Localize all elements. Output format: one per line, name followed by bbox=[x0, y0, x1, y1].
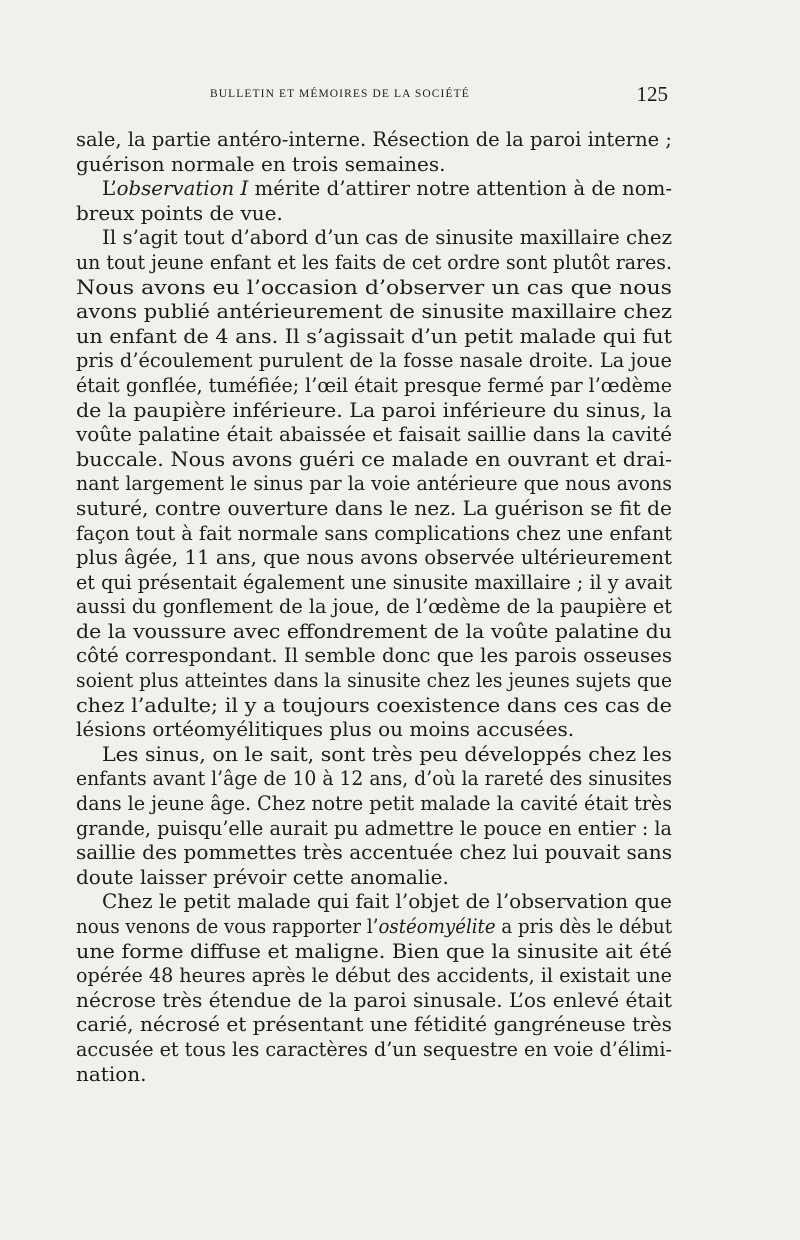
text-line bbox=[76, 693, 672, 718]
text-line bbox=[76, 619, 672, 644]
line-text: plus âgée, 11 ans, que nous avons observée ultérieurement bbox=[76, 545, 672, 570]
text-line bbox=[76, 447, 672, 472]
line-text: Il s’agit tout d’abord d’un cas de sinusite maxillaire chez bbox=[102, 225, 672, 250]
line-text: de la paupière inférieure. La paroi inférieure du sinus, la bbox=[76, 397, 672, 422]
text-line bbox=[76, 373, 672, 398]
line-text: un enfant de 4 ans. Il s’agissait d’un petit malade qui fut bbox=[76, 323, 672, 348]
text-line bbox=[76, 865, 672, 890]
text-line bbox=[76, 717, 672, 742]
text-line bbox=[76, 1037, 672, 1062]
text-line bbox=[76, 1062, 672, 1087]
text-line bbox=[76, 471, 672, 496]
text-line bbox=[76, 643, 672, 668]
text-line bbox=[76, 816, 672, 841]
line-text: une forme diffuse et maligne. Bien que la sinusite ait été bbox=[76, 938, 672, 963]
line-text: doute laisser prévoir cette anomalie. bbox=[76, 864, 449, 889]
line-text-italic: ostéomyélite bbox=[378, 914, 496, 938]
line-text: saillie des pommettes très accentuée chez lui pouvait sans bbox=[76, 840, 672, 865]
text-line bbox=[76, 496, 672, 521]
line-text-italic: observation I bbox=[116, 176, 249, 201]
line-text-pre: nous venons de vous rapporter l’ bbox=[76, 914, 379, 938]
line-text: était gonflée, tuméfiée; l’œil était presque fermé par l’œdème bbox=[76, 372, 672, 397]
line-text bbox=[102, 176, 672, 201]
line-text: un tout jeune enfant et les faits de cet ordre sont plutôt rares. bbox=[76, 249, 672, 274]
line-text-post: a pris dès le début bbox=[495, 914, 672, 938]
text-line bbox=[76, 299, 672, 324]
line-text: avons publié antérieurement de sinusite maxillaire chez bbox=[76, 299, 673, 324]
line-text: nation. bbox=[76, 1061, 147, 1086]
text-line bbox=[76, 742, 672, 767]
text-line bbox=[76, 275, 672, 300]
line-text: nécrose très étendue de la paroi sinusale. L’os enlevé était bbox=[76, 987, 672, 1012]
line-text: de la voussure avec effondrement de la voûte palatine du bbox=[76, 618, 672, 643]
text-line bbox=[76, 152, 672, 177]
text-line bbox=[76, 1012, 672, 1037]
line-text: breux points de vue. bbox=[76, 200, 283, 225]
line-text: Les sinus, on le sait, sont très peu développés chez les bbox=[102, 741, 672, 766]
line-text: façon tout à fait normale sans complications chez une enfant bbox=[76, 520, 672, 545]
text-line bbox=[76, 176, 672, 201]
text-line bbox=[76, 250, 672, 275]
text-line bbox=[76, 201, 672, 226]
line-text: soient plus atteintes dans la sinusite chez les jeunes sujets que bbox=[76, 668, 672, 693]
line-text: et qui présentait également une sinusite maxillaire ; il y avait bbox=[76, 569, 672, 594]
text-line bbox=[76, 668, 672, 693]
line-text: sale, la partie antéro-interne. Résection de la paroi interne ; bbox=[76, 127, 672, 151]
line-text: Chez le petit malade qui fait l’objet de l’observation que bbox=[102, 889, 672, 914]
line-text bbox=[76, 914, 672, 939]
line-text: carié, nécrosé et présentant une fétidité gangréneuse très bbox=[76, 1012, 672, 1037]
text-line bbox=[76, 766, 672, 791]
page-header bbox=[90, 80, 668, 108]
text-line bbox=[76, 348, 672, 373]
text-line bbox=[76, 914, 672, 939]
text-line bbox=[76, 889, 672, 914]
line-text: dans le jeune âge. Chez notre petit malade la cavité était très bbox=[76, 791, 672, 816]
text-line bbox=[76, 570, 672, 595]
line-text: opérée 48 heures après le début des accidents, il existait une bbox=[76, 963, 672, 988]
text-line bbox=[76, 127, 672, 152]
line-text: côté correspondant. Il semble donc que les parois osseuses bbox=[76, 643, 672, 668]
line-text: chez l’adulte; il y a toujours coexistence dans ces cas de bbox=[76, 692, 672, 717]
line-text: accusée et tous les caractères d’un sequestre en voie d’élimi- bbox=[76, 1036, 672, 1061]
text-line bbox=[76, 939, 672, 964]
line-text: enfants avant l’âge de 10 à 12 ans, d’où la rareté des sinusites bbox=[76, 766, 672, 791]
line-text: pris d’écoulement purulent de la fosse nasale droite. La joue bbox=[76, 348, 672, 373]
page-number: 125 bbox=[636, 82, 668, 106]
text-line bbox=[76, 594, 672, 619]
text-line bbox=[76, 324, 672, 349]
text-line bbox=[76, 988, 672, 1013]
line-text: lésions ortéomyélitiques plus ou moins accusées. bbox=[76, 717, 575, 742]
text-line bbox=[76, 422, 672, 447]
text-line bbox=[76, 225, 672, 250]
text-line bbox=[76, 840, 672, 865]
text-line bbox=[76, 521, 672, 546]
line-text: suturé, contre ouverture dans le nez. La guérison se fit de bbox=[76, 495, 672, 520]
line-text: nant largement le sinus par la voie antérieure que nous avons bbox=[76, 471, 672, 496]
line-text-pre: L’ bbox=[102, 176, 117, 201]
text-line bbox=[76, 963, 672, 988]
line-text: guérison normale en trois semaines. bbox=[76, 151, 446, 176]
running-title: BULLETIN ET MÉMOIRES DE LA SOCIÉTÉ bbox=[210, 88, 470, 100]
line-text-post: mérite d’attirer notre attention à de nom- bbox=[248, 176, 672, 201]
line-text: aussi du gonflement de la joue, de l’œdème de la paupière et bbox=[76, 594, 672, 619]
line-text: buccale. Nous avons guéri ce malade en ouvrant et drai- bbox=[76, 446, 672, 471]
text-line bbox=[76, 545, 672, 570]
text-line bbox=[76, 791, 672, 816]
line-text: voûte palatine était abaissée et faisait saillie dans la cavité bbox=[76, 422, 672, 447]
text-line bbox=[76, 398, 672, 423]
line-text: grande, puisqu’elle aurait pu admettre le pouce en entier : la bbox=[76, 815, 672, 840]
line-text: Nous avons eu l’occasion d’observer un cas que nous bbox=[76, 274, 672, 299]
body-text bbox=[76, 127, 672, 1086]
